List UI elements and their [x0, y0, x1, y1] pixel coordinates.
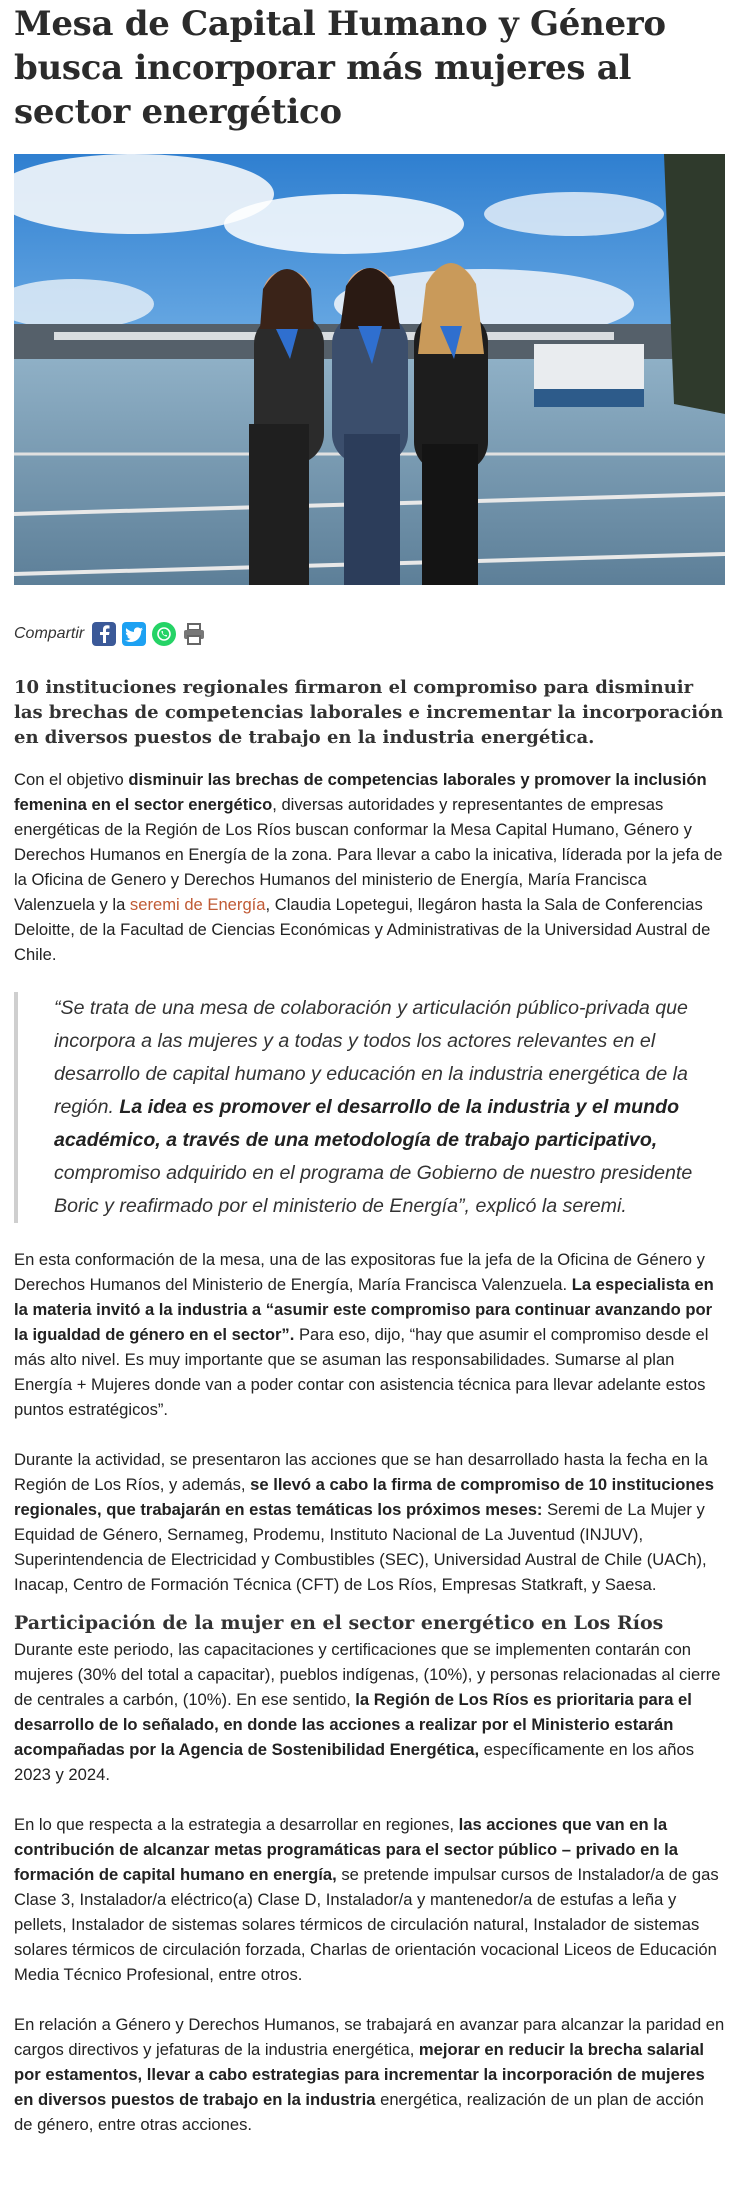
quote-text-c: compromiso adquirido en el programa de Gobierno de nuestro presidente Boric y reafirmado por el ministerio de Energía”, explicó la seremi.: [54, 1162, 693, 1217]
article-title: Mesa de Capital Humano y Género busca incorporar más mujeres al sector energético: [14, 4, 666, 132]
p4-text-a: Durante este periodo, las capacitaciones y certificaciones que se implementen contarán con mujeres (30% del total a capacitar), pueblos indígenas, (10%), y personas relacionadas al cierre de centrales a carbón, (10%). En ese sentido,: [14, 1640, 721, 1709]
p3-bold: se llevó a cabo la firma de compromiso de 10 instituciones regionales, que trabajarán en estas temáticas los próximos meses:: [14, 1475, 714, 1519]
share-bar: [14, 619, 725, 649]
paragraph-2: [14, 1247, 725, 1422]
p6-bold: mejorar en reducir la brecha salarial por estamentos, llevar a cabo estrategias para incrementar la incorporación de mujeres en diversos puestos de trabajo en la industria: [14, 2040, 705, 2109]
p2-text-c: Para eso, dijo, “hay que asumir el compromiso desde el más alto nivel. Es muy importante que se asuman las responsabilidades. Sumarse al plan Energía + Mujeres donde van a poder contar con asistencia técnica para llevar adelante estos puntos estratégicos”.: [14, 1325, 709, 1419]
paragraph-6: [14, 2012, 725, 2137]
p1-text-d: , Claudia Lopetegui, llegáron hasta la Sala de Conferencias Deloitte, de la Facultad de Ciencias Económicas y Administrativas de la Universidad Austral de Chile.: [14, 895, 711, 964]
paragraph-5: [14, 1812, 725, 1987]
p6-text-a: En relación a Género y Derechos Humanos, se trabajará en avanzar para alcanzar la paridad en cargos directivos y jefaturas de la industria energética,: [14, 2015, 725, 2059]
p1-text-c: , diversas autoridades y representantes de empresas energéticas de la Región de Los Ríos buscan conformar la Mesa Capital Humano, Género y Derechos Humanos en Energía de la zona. Para llevar a cabo la inicativa, líderada por la jefa de la Oficina de Genero y Derechos Humanos del ministerio de Energía, María Francisca Valenzuela y la: [14, 795, 723, 914]
quote-text-a: “Se trata de una mesa de colaboración y articulación público-privada que incorpora a las mujeres y a todas y todos los actores relevantes en el desarrollo de capital humano y educación en la industria energética de la región.: [54, 997, 688, 1118]
print-icon[interactable]: [182, 622, 206, 646]
paragraph-4: [14, 1637, 725, 1787]
pull-quote: [14, 992, 725, 1223]
quote-bold: La idea es promover el desarrollo de la industria y el mundo académico, a través de una metodología de trabajo participativo,: [54, 1096, 680, 1151]
facebook-icon[interactable]: [92, 622, 116, 646]
paragraph-3: [14, 1447, 725, 1597]
p6-text-c: energética, realización de un plan de acción de género, entre otras acciones.: [14, 2090, 704, 2134]
paragraph-1: [14, 767, 725, 967]
p3-text-a: Durante la actividad, se presentaron las acciones que se han desarrollado hasta la fecha en la Región de Los Ríos, y además,: [14, 1450, 708, 1494]
share-label: Compartir: [14, 625, 85, 642]
article: [14, 0, 725, 2137]
p4-text-c: específicamente en los años 2023 y 2024.: [14, 1740, 694, 1784]
article-lead: 10 instituciones regionales firmaron el compromiso para disminuir las brechas de competencias laborales e incrementar la incorporación en diversos puestos de trabajo en la industria energética.: [14, 677, 724, 748]
section-subheading: Participación de la mujer en el sector energético en Los Ríos: [14, 1612, 664, 1634]
twitter-icon[interactable]: [122, 622, 146, 646]
whatsapp-icon[interactable]: [152, 622, 176, 646]
article-photo: [14, 154, 725, 585]
p5-bold: las acciones que van en la contribución de alcanzar metas programáticas para el sector público – privado en la formación de capital humano en energía,: [14, 1815, 678, 1884]
p1-text-a: Con el objetivo: [14, 770, 129, 789]
p1-bold: disminuir las brechas de competencias laborales y promover la inclusión femenina en el sector energético: [14, 770, 707, 814]
p2-bold: La especialista en la materia invitó a la industria a “asumir este compromiso para continuar avanzando por la igualdad de género en el sector”.: [14, 1275, 714, 1344]
p4-bold: la Región de Los Ríos es prioritaria para el desarrollo de lo señalado, en donde las acciones a realizar por el Ministerio estarán acompañadas por la Agencia de Sostenibilidad Energética,: [14, 1690, 692, 1759]
p5-text-a: En lo que respecta a la estrategia a desarrollar en regiones,: [14, 1815, 459, 1834]
p5-text-c: se pretende impulsar cursos de Instalador/a de gas Clase 3, Instalador/a eléctrico(a) Clase D, Instalador/a y mantenedor/a de estufas a leña y pellets, Instalador de sistemas solares térmicos de circulación natural, Instalador de sistemas solares térmicos de circulación forzada, Charlas de orientación vocacional Liceos de Educación Media Técnico Profesional, entre otros.: [14, 1865, 719, 1984]
p2-text-a: En esta conformación de la mesa, una de las expositoras fue la jefa de la Oficina de Género y Derechos Humanos del Ministerio de Energía, María Francisca Valenzuela.: [14, 1250, 705, 1294]
seremi-link[interactable]: seremi de Energía: [129, 895, 266, 914]
p3-text-c: Seremi de La Mujer y Equidad de Género, Sernameg, Prodemu, Instituto Nacional de La Juventud (INJUV), Superintendencia de Electricidad y Combustibles (SEC), Universidad Austral de Chile (UACh), Inacap, Centro de Formación Técnica (CFT) de Los Ríos, Empresas Statkraft, y Saesa.: [14, 1500, 707, 1594]
